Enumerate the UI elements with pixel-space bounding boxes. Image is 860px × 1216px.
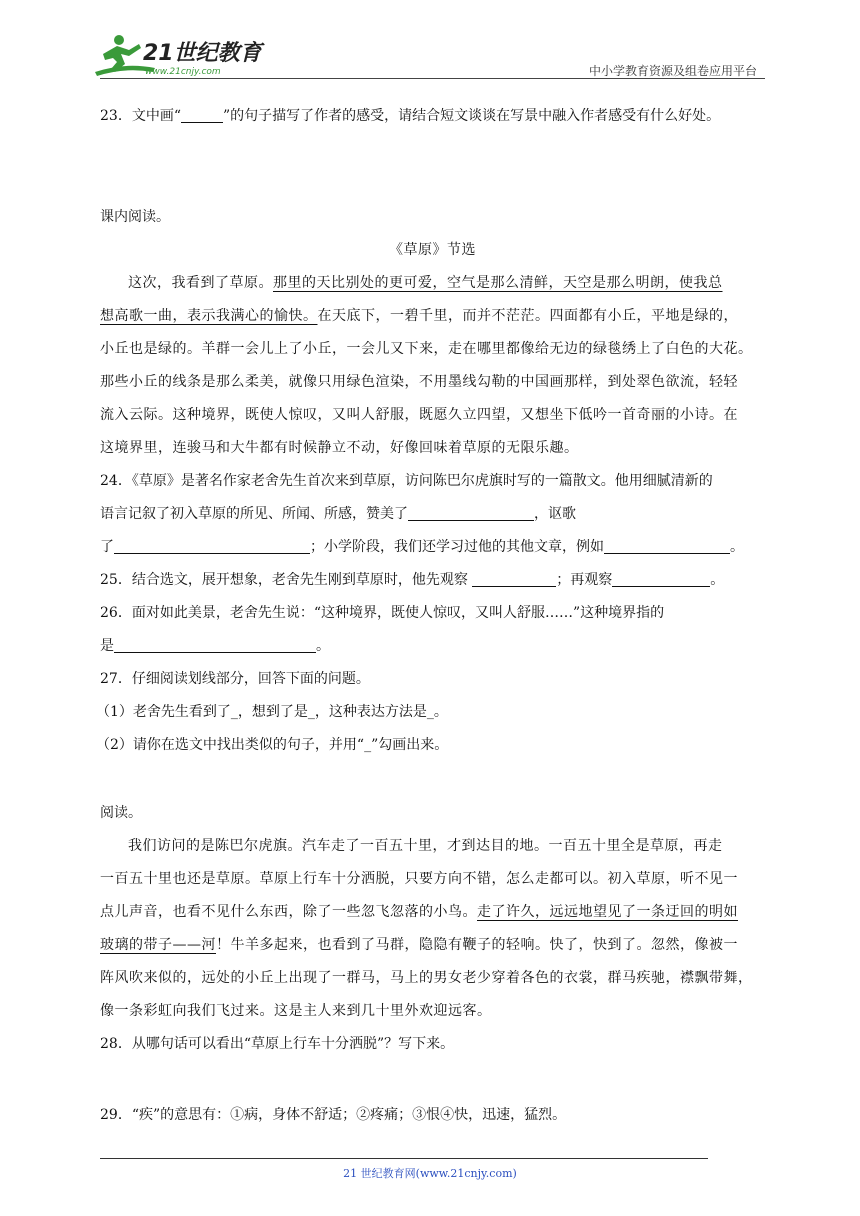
passage-line: 小丘也是绿的。羊群一会儿上了小丘，一会儿又下来，走在哪里都像给无边的绿毯绣上了白色的大花。 <box>100 341 753 357</box>
blank[interactable] <box>604 535 730 554</box>
passage-line: 一百五十里也还是草原。草原上行车十分洒脱，只要方向不错，怎么走都可以。初入草原，听不见一 <box>100 871 738 887</box>
passage-line: 这境界里，连骏马和大牛都有时候静立不动，好像回味着草原的无限乐趣。 <box>100 440 579 456</box>
passage-line: 阵风吹来似的，远处的小丘上出现了一群马，马上的男女老少穿着各色的衣裳，群马疾驰，襟飘带舞， <box>100 970 753 986</box>
blank[interactable] <box>472 568 556 587</box>
passage-line: 像一条彩虹向我们飞过来。这是主人来到几十里外欢迎远客。 <box>100 1003 492 1019</box>
question-25: 25．结合选文，展开想象，老舍先生刚到草原时，他先观察 ；再观察 。 <box>100 564 765 597</box>
blank[interactable] <box>114 535 310 554</box>
section-heading: 课内阅读。 <box>100 209 170 225</box>
passage-line: 这次，我看到了草原。那里的天比别处的更可爱，空气是那么清鲜，天空是那么明朗，使我总 <box>128 275 723 291</box>
question-29: 29．“疾”的意思有：①病，身体不舒适；②疼痛；③恨④快，迅速，猛烈。 <box>100 1107 567 1123</box>
logo-21cnjy <box>95 32 265 78</box>
passage-line: 点儿声音，也看不见什么东西，除了一些忽飞忽落的小鸟。走了许久，远远地望见了一条迂回的明如 <box>100 904 738 920</box>
passage-2 <box>100 830 765 1028</box>
question-24: 24．《草原》是著名作家老舍先生首次来到草原，访问陈巴尔虎旗时写的一篇散文。他用细腻清新的 语言记叙了初入草原的所见、所闻、所感，赞美了 ，讴歌 了 ；小学阶段，我们还学习过他的其他文章，例如 。 <box>100 473 744 555</box>
blank[interactable] <box>612 568 710 587</box>
blank[interactable] <box>181 104 223 123</box>
question-26: 26．面对如此美景，老舍先生说：“这种境界，既使人惊叹，又叫人舒服……”这种境界指的 是 。 <box>100 605 665 654</box>
header-divider <box>100 78 765 79</box>
passage-line: 我们访问的是陈巴尔虎旗。汽车走了一百五十里，才到达目的地。一百五十里全是草原，再走 <box>128 838 723 854</box>
question-28: 28．从哪句话可以看出“草原上行车十分洒脱”？写下来。 <box>100 1036 455 1052</box>
document-body <box>96 100 765 1132</box>
logo-url: www.21cnjy.com <box>145 67 221 77</box>
passage-line: 玻璃的带子——河！牛羊多起来，也看到了马群，隐隐有鞭子的轻响。快了，快到了。忽然，像被一 <box>100 937 738 953</box>
section-heading: 阅读。 <box>100 805 142 821</box>
footer-divider <box>100 1158 708 1159</box>
blank[interactable] <box>114 634 316 653</box>
page-footer: 21 世纪教育网(www.21cnjy.com) <box>343 1167 517 1180</box>
passage-title: 《草原》节选 <box>389 242 476 258</box>
question-23: 23．文中画“ ”的句子描写了作者的感受，请结合短文谈谈在写景中融入作者感受有什么好处。 <box>100 100 765 133</box>
page-header <box>95 32 765 78</box>
passage-line: 那些小丘的线条是那么柔美，就像只用绿色渲染，不用墨线勾勒的中国画那样，到处翠色欲流，轻轻 <box>100 374 738 390</box>
blank[interactable] <box>408 502 534 521</box>
passage-line: 想高歌一曲，表示我满心的愉快。在天底下，一碧千里，而并不茫茫。四面都有小丘，平地是绿的， <box>100 308 738 324</box>
question-27: 27．仔细阅读划线部分，回答下面的问题。 （1）老舍先生看到了_，想到了是_，这种表达方法是_。 （2）请你在选文中找出类似的句子，并用“_”勾画出来。 <box>96 671 449 753</box>
passage-line: 流入云际。这种境界，既使人惊叹，又叫人舒服，既愿久立四望，又想坐下低吟一首奇丽的小诗。在 <box>100 407 738 423</box>
logo-text: 21世纪教育 <box>143 41 262 66</box>
platform-name: 中小学教育资源及组卷应用平台 <box>588 64 757 78</box>
passage-1 <box>100 267 765 465</box>
